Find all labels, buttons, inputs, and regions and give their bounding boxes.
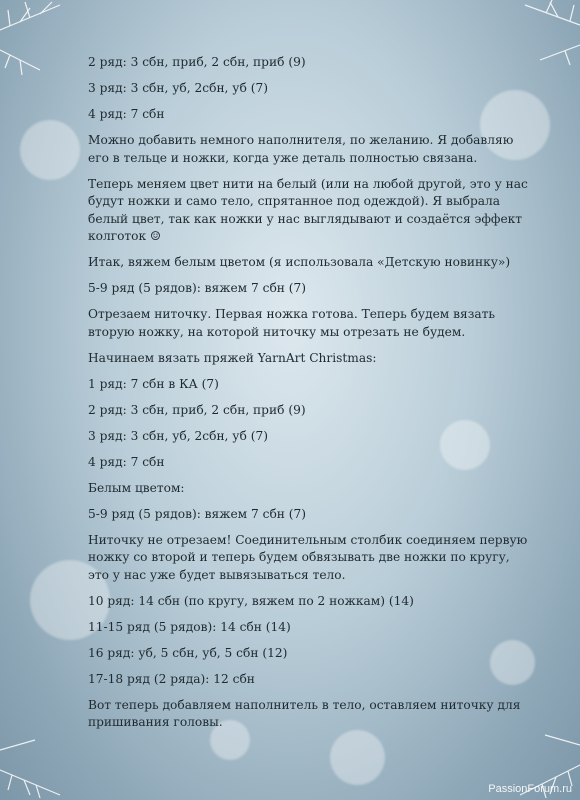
paragraph: 3 ряд: 3 сбн, уб, 2сбн, уб (7) [88, 428, 268, 443]
watermark: PassionForum.ru [488, 783, 572, 795]
paragraph: Теперь меняем цвет нити на белый (или на любой другой, это у нас будут ножки и само тело, спрятанное под одеждой). Я выбрала белый цвет, так как ножки у нас выглядывают и создаётся эффект колготок ☺ [88, 176, 528, 243]
paragraph: Ниточку не отрезаем! Соединительным столбик соединяем первую ножку со второй и теперь будем обвязывать две ножки по кругу, это у нас уже будет вывязываться тело. [88, 532, 528, 582]
paragraph: 11-15 ряд (5 рядов): 14 сбн (14) [88, 619, 291, 634]
paragraph: 1 ряд: 7 сбн в КА (7) [88, 376, 219, 391]
paragraph: Отрезаем ниточку. Первая ножка готова. Теперь будем вязать вторую ножку, на которой ниточку мы отрезать не будем. [88, 307, 495, 339]
paragraph: 5-9 ряд (5 рядов): вяжем 7 сбн (7) [88, 506, 307, 521]
paragraph: 2 ряд: 3 сбн, приб, 2 сбн, приб (9) [88, 55, 306, 69]
paragraph: 5-9 ряд (5 рядов): вяжем 7 сбн (7) [88, 281, 307, 295]
paragraph: Можно добавить немного наполнителя, по желанию. Я добавляю его в тельце и ножки, когда уже деталь полностью связана. [88, 133, 514, 165]
paragraph: 2 ряд: 3 сбн, приб, 2 сбн, приб (9) [88, 402, 306, 417]
paragraph: 4 ряд: 7 сбн [88, 107, 165, 121]
paragraph: Вот теперь добавляем наполнитель в тело, оставляем ниточку для пришивания головы. [88, 697, 521, 729]
paragraph: Белым цветом: [88, 480, 185, 495]
paragraph: 3 ряд: 3 сбн, уб, 2сбн, уб (7) [88, 81, 268, 95]
bokeh-circle [20, 120, 80, 180]
paragraph: 4 ряд: 7 сбн [88, 454, 165, 469]
paragraph: 16 ряд: уб, 5 сбн, уб, 5 сбн (12) [88, 645, 288, 660]
instructions-text [88, 54, 528, 740]
paragraph: Начинаем вязать пряжей YarnArt Christmas: [88, 350, 377, 365]
paragraph: Итак, вяжем белым цветом (я использовала «Детскую новинку») [88, 255, 511, 269]
paragraph: 17-18 ряд (2 ряда): 12 сбн [88, 671, 255, 686]
paragraph: 10 ряд: 14 сбн (по кругу, вяжем по 2 ножкам) (14) [88, 593, 414, 608]
